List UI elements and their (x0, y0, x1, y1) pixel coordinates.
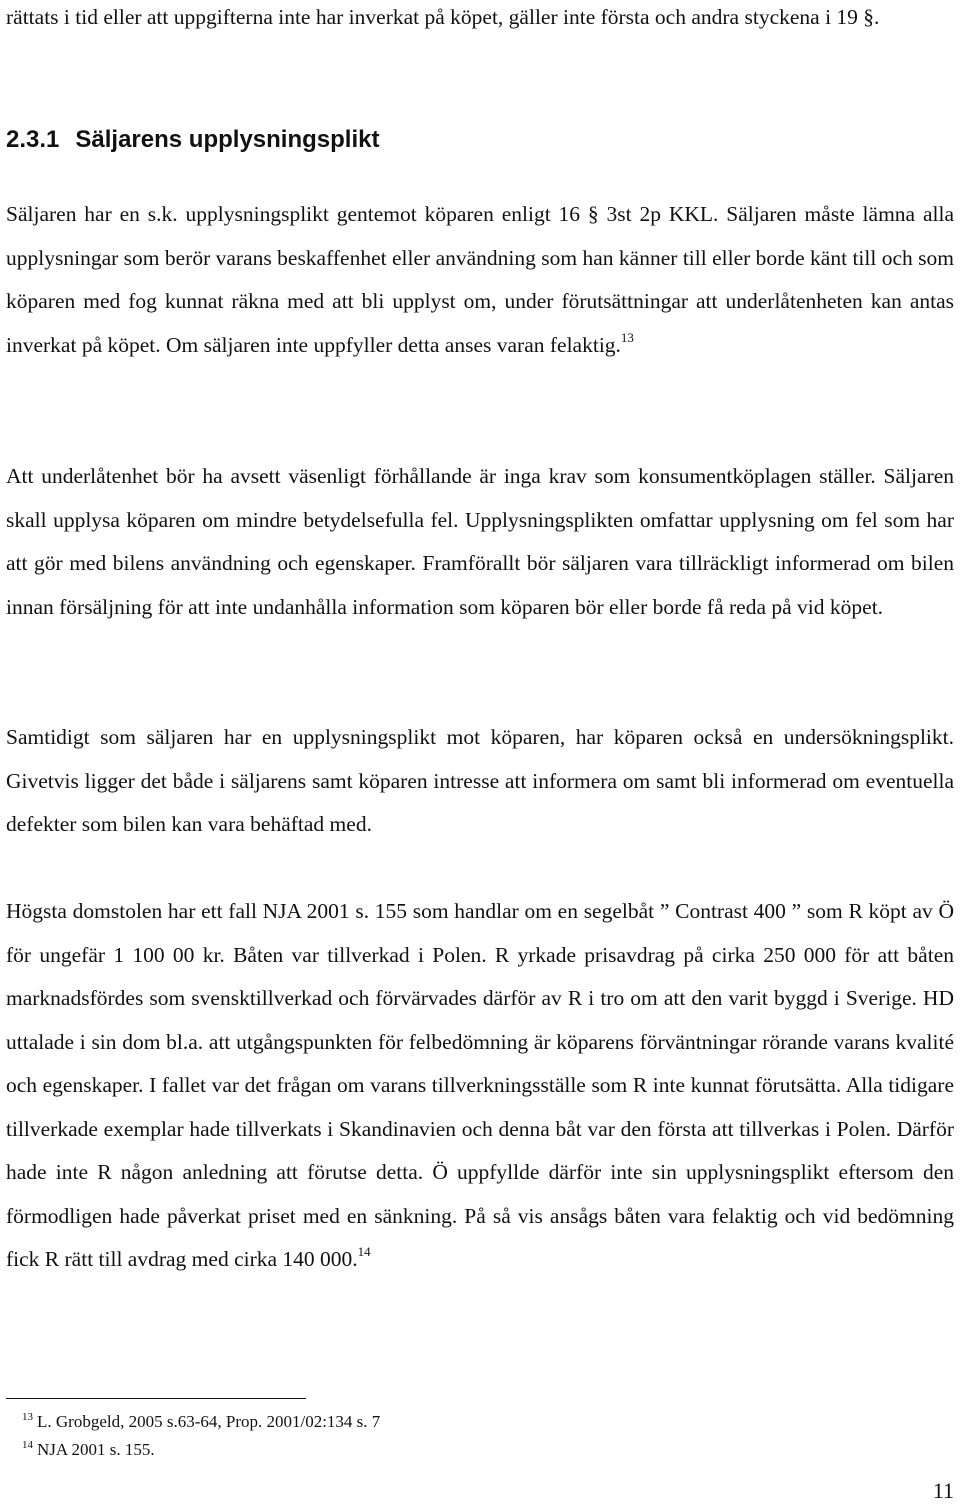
footnote-14 (22, 1438, 155, 1462)
footnote-ref-13[interactable]: 13 (620, 329, 634, 345)
page-number: 11 (932, 1478, 954, 1503)
paragraph-upplysningsplikt (6, 193, 954, 367)
paragraph-undersokningsplikt (6, 716, 954, 847)
section-heading (6, 120, 379, 160)
footnote-divider (6, 1398, 306, 1399)
paragraph-intro-text: rättats i tid eller att uppgifterna inte har inverkat på köpet, gäller inte första och andra styckena i 19 §. (6, 5, 880, 29)
footnote-marker: 14 (22, 1439, 33, 1451)
footnote-text: NJA 2001 s. 155. (37, 1440, 155, 1459)
footnote-ref-14[interactable]: 14 (357, 1244, 371, 1259)
footnote-text: L. Grobgeld, 2005 s.63-64, Prop. 2001/02:134 s. 7 (37, 1412, 381, 1431)
paragraph-intro (6, 0, 954, 40)
footnote-13 (22, 1410, 380, 1434)
paragraph-nja-case-text: Högsta domstolen har ett fall NJA 2001 s. 155 som handlar om en segelbåt ” Contrast 400 ” som R köpt av Ö för ungefär 1 100 00 kr. Båten var tillverkad i Polen. R yrkade prisavdrag på cirka 250 000 för att båten marknadsfördes som svensktillverkad och förvärvades därför av R i tro om att den varit byggd i Sverige. HD uttalade i sin dom bl.a. att utgångspunkten för felbedömning är köparens förväntningar rörande varans kvalité och egenskaper. I fallet var det frågan om varans tillverkningsställe som R inte kunnat förutsätta. Alla tidigare tillverkade exemplar hade tillverkats i Skandinavien och denna båt var den första att tillverkas i Polen. Därför hade inte R någon anledning att förutse detta. Ö uppfyllde därför inte sin upplysningsplikt eftersom den förmodligen hade påverkat priset med en sänkning. På så vis ansågs båten vara felaktig och vid bedömning fick R rätt till avdrag med cirka 140 000. (6, 899, 954, 1271)
footnote-marker: 13 (22, 1411, 33, 1423)
paragraph-upplysningsplikt-text: Säljaren har en s.k. upplysningsplikt gentemot köparen enligt 16 § 3st 2p KKL. Säljaren måste lämna alla upplysningar som berör varans beskaffenhet eller användning som han känner till eller borde känt till och som köparen med fog kunnat räkna med att bli upplyst om, under förutsättningar att underlåtenheten kan antas inverkat på köpet. Om säljaren inte uppfyller detta anses varan felaktig. (6, 202, 954, 357)
section-title: Säljarens upplysningsplikt (75, 126, 380, 153)
paragraph-nja-case (6, 890, 954, 1282)
paragraph-undersokningsplikt-text: Samtidigt som säljaren har en upplysningsplikt mot köparen, har köparen också en undersökningsplikt. Givetvis ligger det både i säljarens samt köparen intresse att informera om samt bli informerad om eventuella defekter som bilen kan vara behäftad med. (6, 725, 954, 836)
paragraph-underlatenhet-text: Att underlåtenhet bör ha avsett väsenligt förhållande är inga krav som konsumentköplagen ställer. Säljaren skall upplysa köparen om mindre betydelsefulla fel. Upplysningsplikten omfattar upplysning om fel som har att gör med bilens användning och egenskaper. Framförallt bör säljaren vara tillräckligt informerad om bilen innan försäljning för att inte undanhålla information som köparen bör eller borde få reda på vid köpet. (6, 464, 954, 619)
section-number: 2.3.1 (6, 126, 60, 153)
paragraph-underlatenhet (6, 455, 954, 629)
